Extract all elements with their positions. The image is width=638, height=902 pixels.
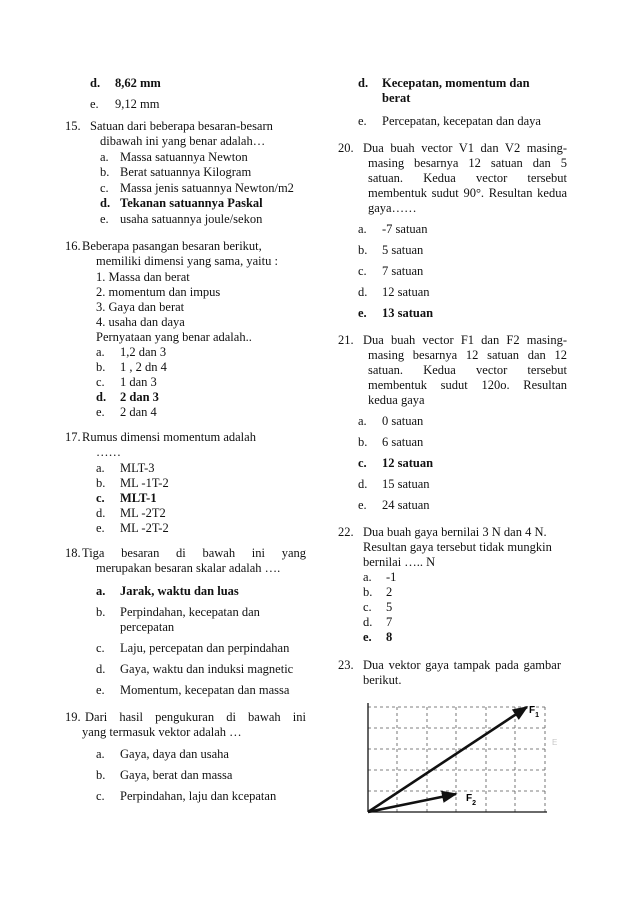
q21-option-text: 12 satuan xyxy=(382,456,434,470)
q20-option-letter: c. xyxy=(358,264,367,278)
q18-option-letter: b. xyxy=(96,605,106,619)
q22-stem-line3: bernilai ….. N xyxy=(363,555,436,569)
q21-option-text: 0 satuan xyxy=(382,414,424,428)
q20-option-text: -7 satuan xyxy=(382,222,428,236)
q16-number: 16. xyxy=(65,239,81,253)
q21-number: 21. xyxy=(338,333,354,347)
q19-option-text: Gaya, daya dan usaha xyxy=(120,747,229,761)
q19-d-text-cont: berat xyxy=(382,91,411,105)
q20-option-letter: b. xyxy=(358,243,368,257)
q21-option-letter: b. xyxy=(358,435,368,449)
q21-option-letter: a. xyxy=(358,414,367,428)
q22-option-letter: a. xyxy=(363,570,372,584)
q16-list-item: 2. momentum dan impus xyxy=(96,285,221,299)
q16-list-item: 3. Gaya dan berat xyxy=(96,300,185,314)
q20-option-letter: e. xyxy=(358,306,367,320)
q20-stem: Dua buah vector V1 dan V2 masing-masing besarnya 12 satuan dan 5 satuan. Kedua vector tersebut membentuk sudut 90°. Resultan kedua gaya…… xyxy=(363,141,567,215)
q18-option-text: Momentum, kecepatan dan massa xyxy=(120,683,290,697)
q22-option-text: 8 xyxy=(386,630,393,644)
q19-d-text: Kecepatan, momentum dan xyxy=(382,76,530,90)
q19-option-letter: a. xyxy=(96,747,105,761)
q17-option-text: ML -2T-2 xyxy=(120,521,169,535)
q22-stem-line1: Dua buah gaya bernilai 3 N dan 4 N. xyxy=(363,525,547,539)
q19-option-text: Gaya, berat dan massa xyxy=(120,768,233,782)
q14-d-text: 8,62 mm xyxy=(115,76,161,90)
q16-option-text: 2 dan 4 xyxy=(120,405,157,419)
q22-option-text: 7 xyxy=(386,615,393,629)
q18-option-letter: d. xyxy=(96,662,106,676)
q16-option-letter: c. xyxy=(96,375,105,389)
q19-stem-line1: Dari hasil pengukuran di bawah ini xyxy=(85,710,306,724)
q22-option-letter: d. xyxy=(363,615,373,629)
q17-option-text: ML -2T2 xyxy=(120,506,166,520)
q23-stem-line1: Dua vektor gaya tampak pada gambar xyxy=(363,658,561,672)
q14-e-letter: e. xyxy=(90,97,99,111)
q20-option-text: 5 satuan xyxy=(382,243,424,257)
q18-option-text: Gaya, waktu dan induksi magnetic xyxy=(120,662,294,676)
q15-option-text: Tekanan satuannya Paskal xyxy=(120,196,263,210)
q19-stem-line2: yang termasuk vektor adalah … xyxy=(82,725,242,739)
q16-option-text: 1 , 2 dn 4 xyxy=(120,360,167,374)
q17-stem-line1: Rumus dimensi momentum adalah xyxy=(82,430,256,444)
q17-option-letter: a. xyxy=(96,461,105,475)
vector-figure xyxy=(355,697,575,822)
q15-option-letter: b. xyxy=(100,165,110,179)
q17-option-letter: e. xyxy=(96,521,105,535)
label-f2-subscript: 2 xyxy=(472,800,477,807)
q20-option-text: 12 satuan xyxy=(382,285,430,299)
q17-option-letter: c. xyxy=(96,491,105,505)
q22-option-letter: e. xyxy=(363,630,372,644)
q19-option-letter: b. xyxy=(96,768,106,782)
q17-option-text: MLT-3 xyxy=(120,461,155,475)
q17-option-letter: d. xyxy=(96,506,106,520)
q20-option-text: 7 satuan xyxy=(382,264,424,278)
q18-option-text: Perpindahan, kecepatan dan xyxy=(120,605,260,619)
q15-option-text: Massa jenis satuannya Newton/m2 xyxy=(120,181,294,195)
q22-option-letter: c. xyxy=(363,600,372,614)
q15-number: 15. xyxy=(65,119,81,133)
q18-option-text: Jarak, waktu dan luas xyxy=(120,584,239,598)
q16-stem-line2: memiliki dimensi yang sama, yaitu : xyxy=(96,254,278,268)
q17-option-letter: b. xyxy=(96,476,106,490)
q22-option-letter: b. xyxy=(363,585,373,599)
q21-option-text: 24 satuan xyxy=(382,498,430,512)
label-f2 xyxy=(466,793,476,807)
q16-option-letter: e. xyxy=(96,405,105,419)
q17-number: 17. xyxy=(65,430,81,444)
q21-option-letter: d. xyxy=(358,477,368,491)
q18-stem-line2: merupakan besaran skalar adalah …. xyxy=(96,561,281,575)
q15-option-text: Berat satuannya Kilogram xyxy=(120,165,252,179)
q15-option-letter: c. xyxy=(100,181,109,195)
q16-option-text: 1,2 dan 3 xyxy=(120,345,167,359)
q22-option-text: -1 xyxy=(386,570,397,584)
q19-option-letter: c. xyxy=(96,789,105,803)
q23-stem-line2: berikut. xyxy=(363,673,402,687)
q20-option-text: 13 satuan xyxy=(382,306,434,320)
q21-option-letter: e. xyxy=(358,498,367,512)
q16-list-item: 1. Massa dan berat xyxy=(96,270,190,284)
q19-e-text: Percepatan, kecepatan dan daya xyxy=(382,114,541,128)
q21-option-text: 15 satuan xyxy=(382,477,430,491)
label-f2-letter: F xyxy=(466,793,473,804)
q22-option-text: 5 xyxy=(386,600,393,614)
q21-stem: Dua buah vector F1 dan F2 masing-masing besarnya 12 satuan dan 12 satuan. Kedua vector tersebut membentuk sudut 120o. Resultan kedua gaya xyxy=(363,333,567,407)
q16-statement: Pernyataan yang benar adalah.. xyxy=(96,330,252,344)
q16-option-letter: a. xyxy=(96,345,105,359)
label-f1-letter: F xyxy=(529,705,536,716)
grid xyxy=(368,707,545,812)
q15-option-letter: e. xyxy=(100,212,109,226)
q15-option-letter: a. xyxy=(100,150,109,164)
q21-option-letter: c. xyxy=(358,456,367,470)
q18-stem-line1: Tiga besaran di bawah ini yang xyxy=(82,546,306,560)
q16-stem-line1: Beberapa pasangan besaran berikut, xyxy=(82,239,262,253)
side-mark: E xyxy=(552,738,558,747)
q20-option-letter: a. xyxy=(358,222,367,236)
q17-option-text: MLT-1 xyxy=(120,491,157,505)
q18-option-text: Laju, percepatan dan perpindahan xyxy=(120,641,290,655)
q21-option-text: 6 satuan xyxy=(382,435,424,449)
label-f1-subscript: 1 xyxy=(535,712,540,719)
q18-option-text-cont: percepatan xyxy=(120,620,175,634)
q15-stem-line1: Satuan dari beberapa besaran-besarn xyxy=(90,119,273,133)
q14-e-text: 9,12 mm xyxy=(115,97,160,111)
q19-option-text: Perpindahan, laju dan kcepatan xyxy=(120,789,277,803)
q18-option-letter: c. xyxy=(96,641,105,655)
q16-option-text: 2 dan 3 xyxy=(120,390,159,404)
q16-option-text: 1 dan 3 xyxy=(120,375,157,389)
q22-stem-line2: Resultan gaya tersebut tidak mungkin xyxy=(363,540,552,554)
q17-stem-line2: …… xyxy=(96,445,121,459)
q15-option-text: usaha satuannya joule/sekon xyxy=(120,212,263,226)
q18-option-letter: e. xyxy=(96,683,105,697)
q17-option-text: ML -1T-2 xyxy=(120,476,169,490)
q16-option-letter: b. xyxy=(96,360,106,374)
q19-d-letter: d. xyxy=(358,76,369,90)
q22-option-text: 2 xyxy=(386,585,393,599)
q15-option-text: Massa satuannya Newton xyxy=(120,150,248,164)
q15-option-letter: d. xyxy=(100,196,111,210)
q22-number: 22. xyxy=(338,525,354,539)
q14-d-letter: d. xyxy=(90,76,101,90)
q18-number: 18. xyxy=(65,546,81,560)
q20-option-letter: d. xyxy=(358,285,368,299)
q18-option-letter: a. xyxy=(96,584,106,598)
q19-e-letter: e. xyxy=(358,114,367,128)
q15-stem-line2: dibawah ini yang benar adalah… xyxy=(100,134,266,148)
q20-number: 20. xyxy=(338,141,354,155)
q23-number: 23. xyxy=(338,658,354,672)
q16-list-item: 4. usaha dan daya xyxy=(96,315,185,329)
q19-number: 19. xyxy=(65,710,81,724)
q16-option-letter: d. xyxy=(96,390,107,404)
